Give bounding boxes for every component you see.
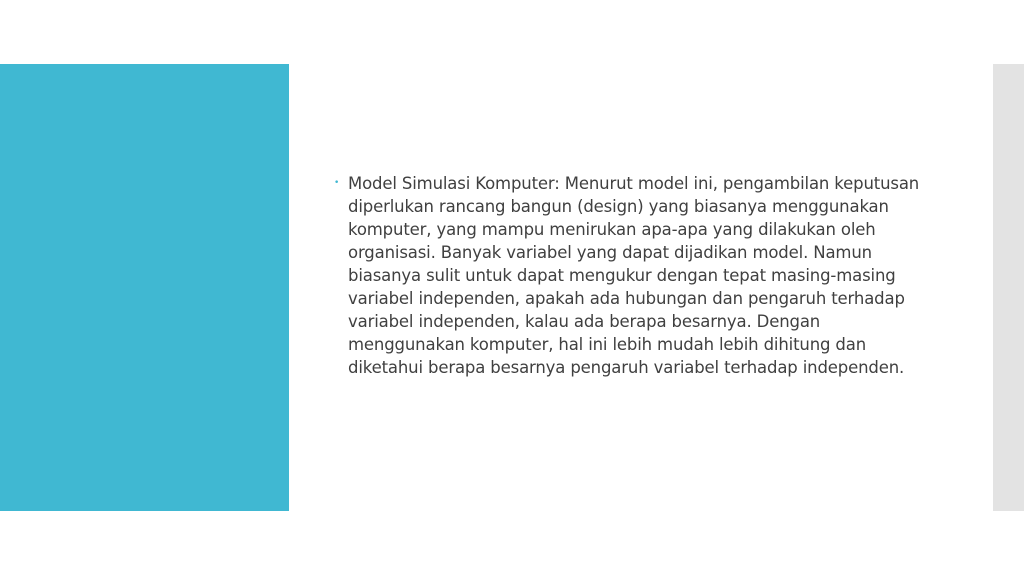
- slide-content: [334, 172, 934, 379]
- bullet-item: [334, 172, 934, 379]
- right-side-bar: [993, 64, 1024, 511]
- accent-panel: [0, 64, 289, 511]
- bullet-text: Model Simulasi Komputer: Menurut model ini, pengambilan keputusan diperlukan rancang bangun (design) yang biasanya menggunakan komputer, yang mampu menirukan apa-apa yang dilakukan oleh organisasi. Banyak variabel yang dapat dijadikan model. Namun biasanya sulit untuk dapat mengukur dengan tepat masing-masing variabel independen, apakah ada hubungan dan pengaruh terhadap variabel independen, kalau ada berapa besarnya. Dengan menggunakan komputer, hal ini lebih mudah lebih dihitung dan diketahui berapa besarnya pengaruh variabel terhadap independen.: [348, 174, 920, 377]
- bullet-icon: •: [334, 178, 340, 188]
